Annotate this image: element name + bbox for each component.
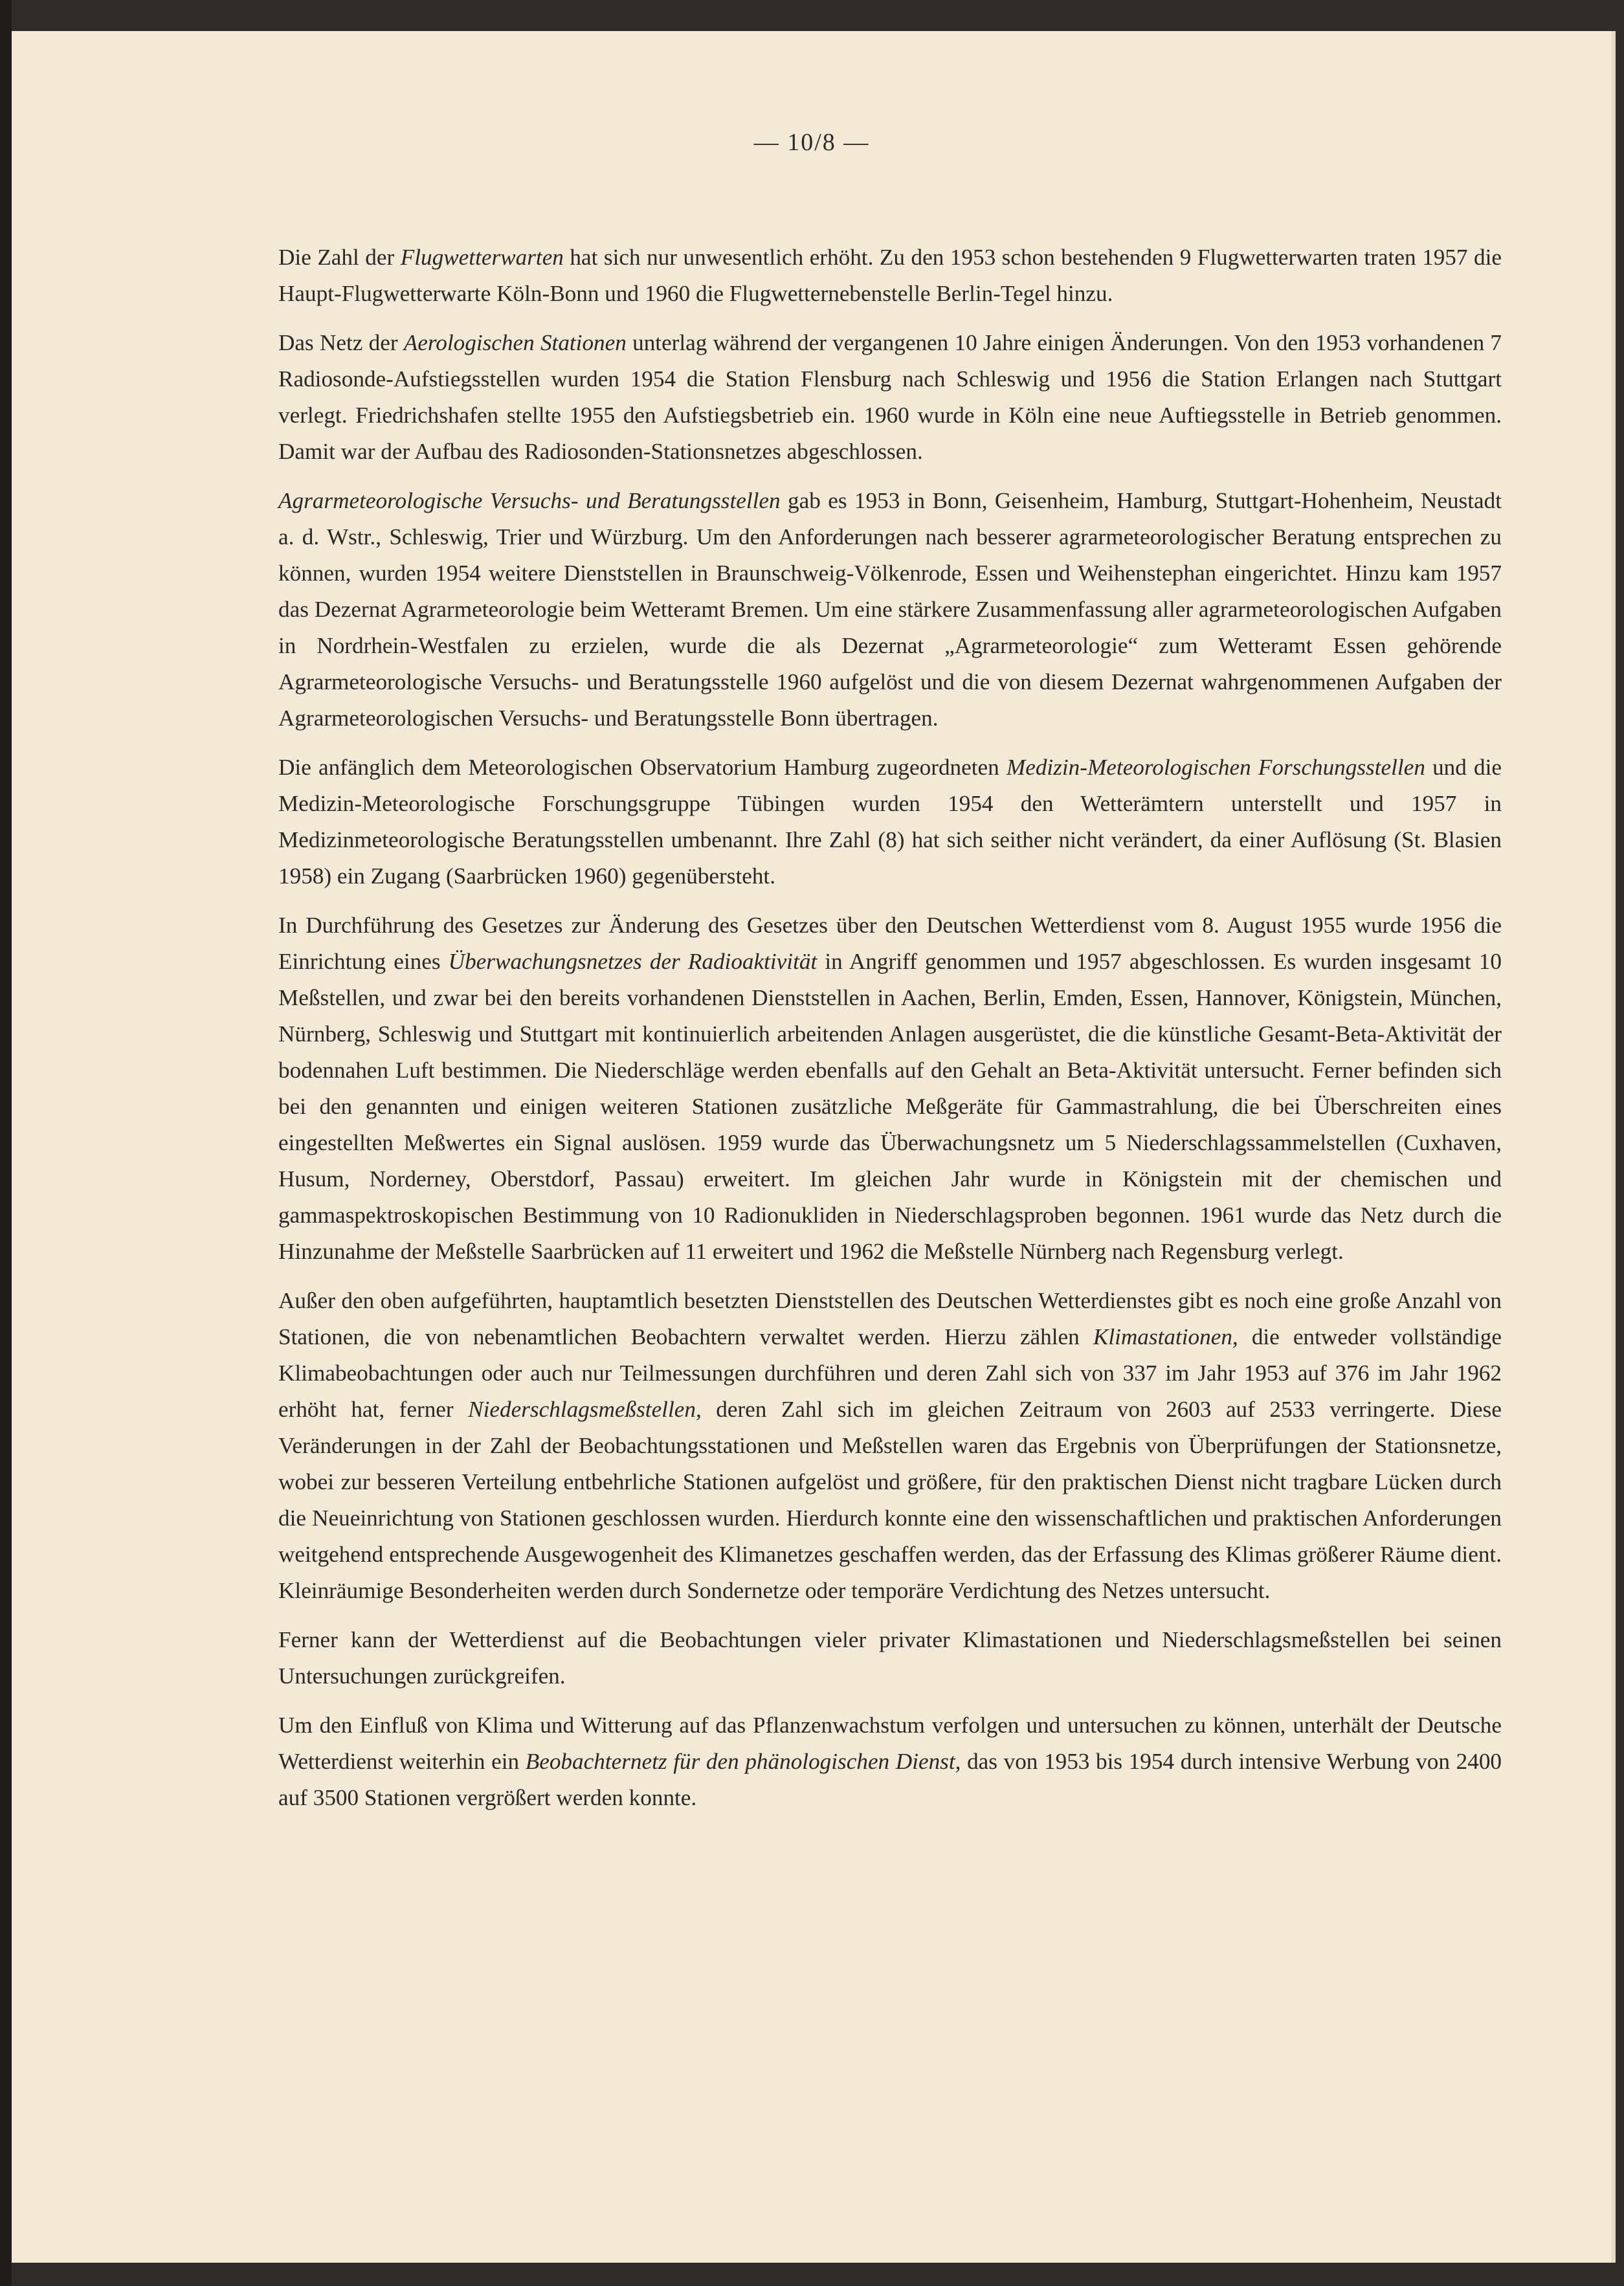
italic-term: Agrarmeteorologische Versuchs- und Beratungsstellen bbox=[278, 488, 781, 513]
italic-term: Flugwetterwarten bbox=[400, 245, 564, 270]
text-run: hat sich nur unwesentlich erhöht. Zu den 1953 schon bestehenden 9 Flugwetterwarten traten 1957 die Haupt-Flugwetterwarte Köln-Bonn und 1960 die Flugwetternebenstelle Berlin-Tegel hinzu. bbox=[278, 245, 1502, 306]
italic-term: Niederschlagsmeßstellen, bbox=[468, 1397, 702, 1422]
text-run: Außer den oben aufgeführten, hauptamtlich besetzten Dienststellen des Deutschen Wetterdienstes gibt es noch eine große Anzahl von Stationen, die von nebenamtlichen Beobachtern verwaltet werden. Hierzu zählen bbox=[278, 1288, 1502, 1349]
italic-term: Überwachungsnetzes der Radioaktivität bbox=[448, 949, 818, 974]
paragraph bbox=[278, 1707, 1502, 1816]
page-number: — 10/8 — bbox=[753, 129, 870, 156]
paragraph bbox=[278, 239, 1502, 312]
text-run: Die Zahl der bbox=[278, 245, 401, 270]
text-run: die entweder vollständige Klimabeobachtungen oder auch nur Teilmessungen durchführen und deren Zahl sich von 337 im Jahr 1953 auf 376 im Jahr 1962 erhöht hat, ferner bbox=[278, 1324, 1502, 1422]
text-run: Die anfänglich dem Meteorologischen Observatorium Hamburg zugeordneten bbox=[278, 755, 1007, 780]
paragraph bbox=[278, 1283, 1502, 1609]
paragraph bbox=[278, 749, 1502, 894]
text-run: unterlag während der vergangenen 10 Jahre einigen Änderungen. Von den 1953 vorhandenen 7 Radiosonde-Aufstiegsstellen wurden 1954 die Station Flensburg nach Schleswig und 1956 die Station Erlangen nach Stuttgart verlegt. Friedrichshafen stellte 1955 den Aufstiegsbetrieb ein. 1960 wurde in Köln eine neue Auftiegsstelle in Betrieb genommen. Damit war der Aufbau des Radiosonden-Stationsnetzes abgeschlossen. bbox=[278, 330, 1502, 464]
document-page bbox=[12, 31, 1616, 2263]
paragraph bbox=[278, 907, 1502, 1270]
italic-term: Beobachternetz für den phänologischen Dienst, bbox=[525, 1749, 961, 1774]
text-run: Um den Einfluß von Klima und Witterung auf das Pflanzenwachstum verfolgen und untersuchen zu können, unterhält der Deutsche Wetterdienst weiterhin ein bbox=[278, 1713, 1502, 1774]
scan-left-edge bbox=[0, 0, 12, 2286]
text-run: in Angriff genommen und 1957 abgeschlossen. Es wurden insgesamt 10 Meßstellen, und zwar bei den bereits vorhandenen Dienststellen in Aachen, Berlin, Emden, Essen, Hannover, Königstein, München, Nürnberg, Schleswig und Stuttgart mit kontinuierlich arbeitenden Anlagen ausgerüstet, die die künstliche Gesamt-Beta-Aktivität der bodennahen Luft bestimmen. Die Niederschläge werden ebenfalls auf den Gehalt an Beta-Aktivität untersucht. Ferner befinden sich bei den genannten und einigen weiteren Stationen zusätzliche Meßgeräte für Gammastrahlung, die bei Überschreiten eines eingestellten Meßwertes ein Signal auslösen. 1959 wurde das Überwachungsnetz um 5 Niederschlagssammelstellen (Cuxhaven, Husum, Norderney, Oberstdorf, Passau) erweitert. Im gleichen Jahr wurde in Königstein mit der chemischen und gammaspektroskopischen Bestimmung von 10 Radionukliden in Niederschlagsproben begonnen. 1961 wurde das Netz durch die Hinzunahme der Meßstelle Saarbrücken auf 11 erweitert und 1962 die Meßstelle Nürnberg nach Regensburg verlegt. bbox=[278, 949, 1502, 1264]
paragraph bbox=[278, 325, 1502, 470]
text-run: In Durchführung des Gesetzes zur Änderung des Gesetzes über den Deutschen Wetterdienst vom 8. August 1955 wurde 1956 die Einrichtung eines bbox=[278, 913, 1502, 974]
text-run: deren Zahl sich im gleichen Zeitraum von 2603 auf 2533 verringerte. Diese Veränderungen in der Zahl der Beobachtungsstationen und Meßstellen waren das Ergebnis von Überprüfungen der Stationsnetze, wobei zur besseren Verteilung entbehrliche Stationen aufgelöst und größere, für den praktischen Dienst nicht tragbare Lücken durch die Neueinrichtung von Stationen geschlossen wurden. Hierdurch konnte eine den wissenschaftlichen und praktischen Anforderungen weitgehend entsprechende Ausgewogenheit des Klimanetzes geschaffen werden, das der Erfassung des Klimas größerer Räume dient. Kleinräumige Besonderheiten werden durch Sondernetze oder temporäre Verdichtung des Netzes untersucht. bbox=[278, 1397, 1502, 1603]
text-run: das von 1953 bis 1954 durch intensive Werbung von 2400 auf 3500 Stationen vergrößert werden konnte. bbox=[278, 1749, 1502, 1810]
italic-term: Aerologischen Stationen bbox=[403, 330, 627, 355]
text-run: gab es 1953 in Bonn, Geisenheim, Hamburg, Stuttgart-Hohenheim, Neustadt a. d. Wstr., Schleswig, Trier und Würzburg. Um den Anforderungen nach besserer agrarmeteorologischer Beratung entsprechen zu können, wurden 1954 weitere Dienststellen in Braunschweig-Völkenrode, Essen und Weihenstephan eingerichtet. Hinzu kam 1957 das Dezernat Agrarmeteorologie beim Wetteramt Bremen. Um eine stärkere Zusammenfassung aller agrarmeteorologischen Aufgaben in Nordrhein-Westfalen zu erzielen, wurde die als Dezernat „Agrarmeteorologie“ zum Wetteramt Essen gehörende Agrarmeteorologische Versuchs- und Beratungsstelle 1960 aufgelöst und die von diesem Dezernat wahrgenommenen Aufgaben der Agrarmeteorologischen Versuchs- und Beratungsstelle Bonn übertragen. bbox=[278, 488, 1502, 731]
text-run: und die Medizin-Meteorologische Forschungsgruppe Tübingen wurden 1954 den Wetterämtern unterstellt und 1957 in Medizinmeteorologische Beratungsstellen umbenannt. Ihre Zahl (8) hat sich seither nicht verändert, da einer Auflösung (St. Blasien 1958) ein Zugang (Saarbrücken 1960) gegenübersteht. bbox=[278, 755, 1502, 889]
text-run: Das Netz der bbox=[278, 330, 404, 355]
italic-term: Klimastationen, bbox=[1093, 1324, 1238, 1349]
paragraph bbox=[278, 1622, 1502, 1694]
paragraph bbox=[278, 483, 1502, 737]
italic-term: Medizin-Meteorologischen Forschungsstellen bbox=[1006, 755, 1425, 780]
text-run: Ferner kann der Wetterdienst auf die Beobachtungen vieler privater Klimastationen und Niederschlagsmeßstellen bei seinen Untersuchungen zurückgreifen. bbox=[278, 1627, 1502, 1689]
body-text bbox=[278, 239, 1502, 1829]
